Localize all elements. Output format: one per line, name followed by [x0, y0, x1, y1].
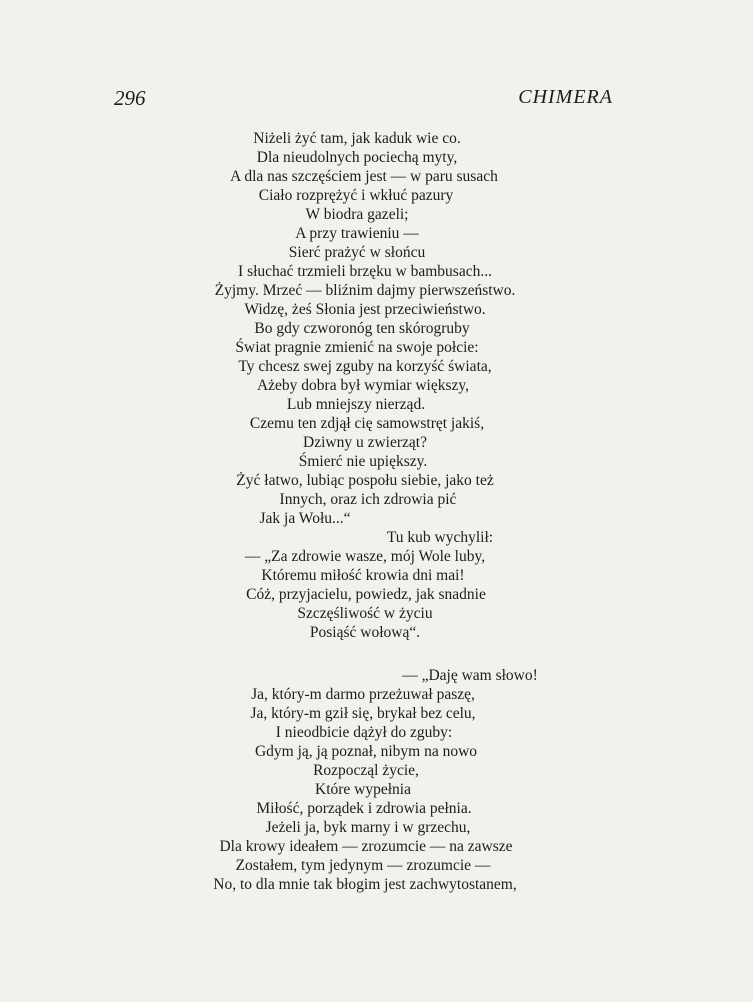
poem-line-text: Ja, który-m darmo przeżuwał paszę, — [251, 686, 475, 703]
poem-line-text: Cóż, przyjacielu, powiedz, jak snadnie — [246, 586, 486, 603]
poem-line-text: Któremu miłość krowia dni mai! — [261, 567, 465, 584]
running-title: CHIMERA — [518, 86, 613, 108]
poem-line-text: — „Za zdrowie wasze, mój Wole luby, — [244, 548, 486, 565]
poem-line-text: Ciało rozprężyć i wkłuć pazury — [258, 187, 454, 204]
poem-line-text: Ja, który-m gził się, brykał bez celu, — [250, 705, 476, 722]
poem-line-text: Zostałem, tym jedynym — zrozumcie — — [235, 857, 491, 874]
poem-line-text: Miłość, porządek i zdrowia pełnia. — [256, 800, 472, 817]
poem-line-text: I nieodbicie dążył do zguby: — [275, 724, 453, 741]
poem-line-text: — „Daję wam słowo! — [402, 667, 538, 684]
poem-line-text: Śmierć nie upiększy. — [298, 453, 428, 470]
poem-line-text: Jak ja Wołu...“ — [259, 510, 351, 527]
poem-line-text: Niżeli żyć tam, jak kaduk wie co. — [253, 130, 461, 147]
poem-line-text: Tu kub wychylił: — [386, 529, 494, 546]
poem-line-text: Czemu ten zdjął cię samowstręt jakiś, — [249, 415, 485, 432]
poem-line-text: Szczęśliwość w życiu — [297, 605, 433, 622]
poem-line-text: Dla krowy ideałem — zrozumcie — na zawsze — [219, 838, 513, 855]
poem-line-text: I słuchać trzmieli brzęku w bambusach... — [238, 263, 492, 280]
poem-line-text: Gdym ją, ją poznał, nibym na nowo — [254, 743, 478, 760]
page-number: 296 — [114, 86, 146, 110]
poem-line-text: Lub mniejszy nierząd. — [286, 396, 426, 413]
poem-line-text: Bo gdy czworonóg ten skórogruby — [254, 320, 470, 337]
poem-line-text: A przy trawieniu — — [295, 225, 419, 242]
poem-line-text: Żyć łatwo, lubiąc pospołu siebie, jako też — [236, 472, 494, 489]
poem-line-text: Ty chcesz swej zguby na korzyść świata, — [238, 358, 492, 375]
poem-line-text: A dla nas szczęściem jest — w paru susach — [230, 168, 498, 185]
poem-line-text: Dziwny u zwierząt? — [303, 434, 427, 451]
poem-line-text: Ażeby dobra był wymiar większy, — [256, 377, 470, 394]
poem-line-text: Rozpocząl życie, — [313, 762, 419, 779]
poem-line-text: Widzę, żeś Słonia jest przeciwieństwo. — [244, 301, 486, 318]
poem-line-text: Żyjmy. Mrzeć — bliźnim dajmy pierwszeństwo. — [214, 282, 516, 299]
poem-line-text: Sierć prażyć w słońcu — [288, 244, 426, 261]
poem-line-text: W biodra gazeli; — [305, 206, 409, 223]
poem-line-text: Jeżeli ja, byk marny i w grzechu, — [265, 819, 471, 836]
running-head — [0, 86, 753, 112]
poem-line-text: Posiąść wołową“. — [309, 624, 421, 641]
poem-line-text: Które wypełnia — [315, 781, 411, 798]
poem-line-text: Innych, oraz ich zdrowia pić — [279, 491, 457, 508]
poem-line-text: Dla nieudolnych pociechą myty, — [256, 149, 458, 166]
poem-line-text: No, to dla mnie tak błogim jest zachwytostanem, — [213, 876, 517, 893]
poem-line-text: Świat pragnie zmienić na swoje połcie: — [235, 339, 479, 356]
